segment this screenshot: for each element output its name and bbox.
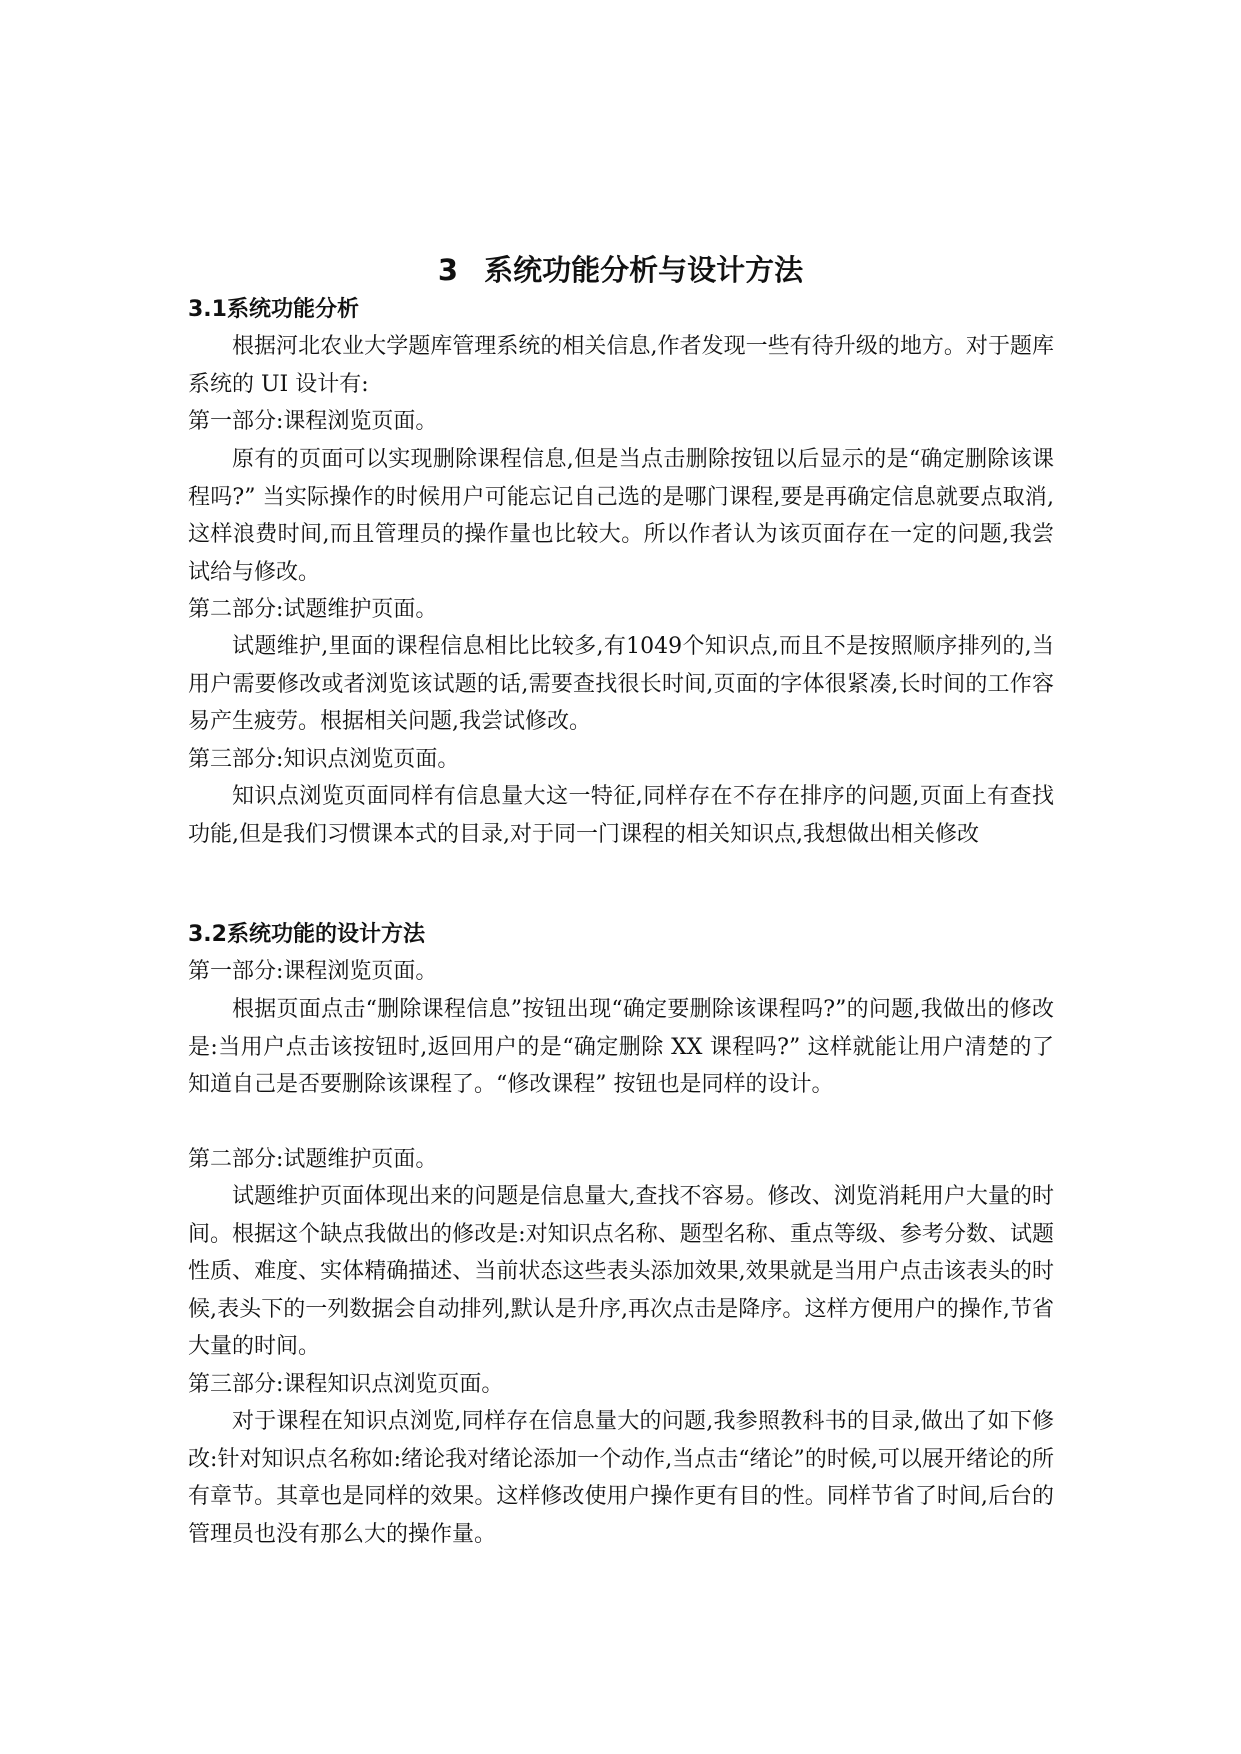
section2-part1-paragraph: 根据页面点击“删除课程信息”按钮出现“确定要删除该课程吗?”的问题,我做出的修改是:当用户点击该按钮时,返回用户的是“确定删除 XX 课程吗?” 这样就能让用户清楚的了知道自己是否要删除该课程了。“修改课程” 按钮也是同样的设计。 — [188, 997, 1054, 1097]
section1-part1-label: 第一部分:课程浏览页面。 — [188, 409, 438, 434]
chapter-title — [0, 250, 1241, 290]
section2-part3-label: 第三部分:课程知识点浏览页面。 — [188, 1372, 504, 1397]
section1-part2-paragraph: 试题维护,里面的课程信息相比比较多,有1049个知识点,而且不是按照顺序排列的,当用户需要修改或者浏览该试题的话,需要查找很长时间,页面的字体很紧凑,长时间的工作容易产生疲劳。根据相关问题,我尝试修改。 — [188, 634, 1054, 734]
section1-part2-label: 第二部分:试题维护页面。 — [188, 597, 438, 622]
section1-part3-paragraph: 知识点浏览页面同样有信息量大这一特征,同样存在不存在排序的问题,页面上有查找功能,但是我们习惯课本式的目录,对于同一门课程的相关知识点,我想做出相关修改 — [188, 784, 1054, 847]
section2-part2-paragraph: 试题维护页面体现出来的问题是信息量大,查找不容易。修改、浏览消耗用户大量的时间。根据这个缺点我做出的修改是:对知识点名称、题型名称、重点等级、参考分数、试题性质、难度、实体精确描述、当前状态这些表头添加效果,效果就是当用户点击该表头的时候,表头下的一列数据会自动排列,默认是升序,再次点击是降序。这样方便用户的操作,节省大量的时间。 — [188, 1184, 1054, 1359]
section1-part3-label: 第三部分:知识点浏览页面。 — [188, 747, 460, 772]
section-heading-3-1: 3.1系统功能分析 — [188, 297, 359, 322]
section2-part1-label: 第一部分:课程浏览页面。 — [188, 959, 438, 984]
section1-intro-paragraph: 根据河北农业大学题库管理系统的相关信息,作者发现一些有待升级的地方。对于题库系统的 UI 设计有: — [188, 334, 1054, 397]
chapter-number: 3 — [437, 253, 459, 287]
section1-part1-paragraph: 原有的页面可以实现删除课程信息,但是当点击删除按钮以后显示的是“确定删除该课程吗?” 当实际操作的时候用户可能忘记自己选的是哪门课程,要是再确定信息就要点取消,这样浪费时间,而且管理员的操作量也比较大。所以作者认为该页面存在一定的问题,我尝试给与修改。 — [188, 447, 1054, 585]
section-heading-3-2: 3.2系统功能的设计方法 — [188, 922, 425, 947]
chapter-title-text: 系统功能分析与设计方法 — [484, 253, 804, 287]
section2-part3-paragraph: 对于课程在知识点浏览,同样存在信息量大的问题,我参照教科书的目录,做出了如下修改:针对知识点名称如:绪论我对绪论添加一个动作,当点击“绪论”的时候,可以展开绪论的所有章节。其章也是同样的效果。这样修改使用户操作更有目的性。同样节省了时间,后台的管理员也没有那么大的操作量。 — [188, 1409, 1054, 1547]
section2-part2-label: 第二部分:试题维护页面。 — [188, 1147, 438, 1172]
